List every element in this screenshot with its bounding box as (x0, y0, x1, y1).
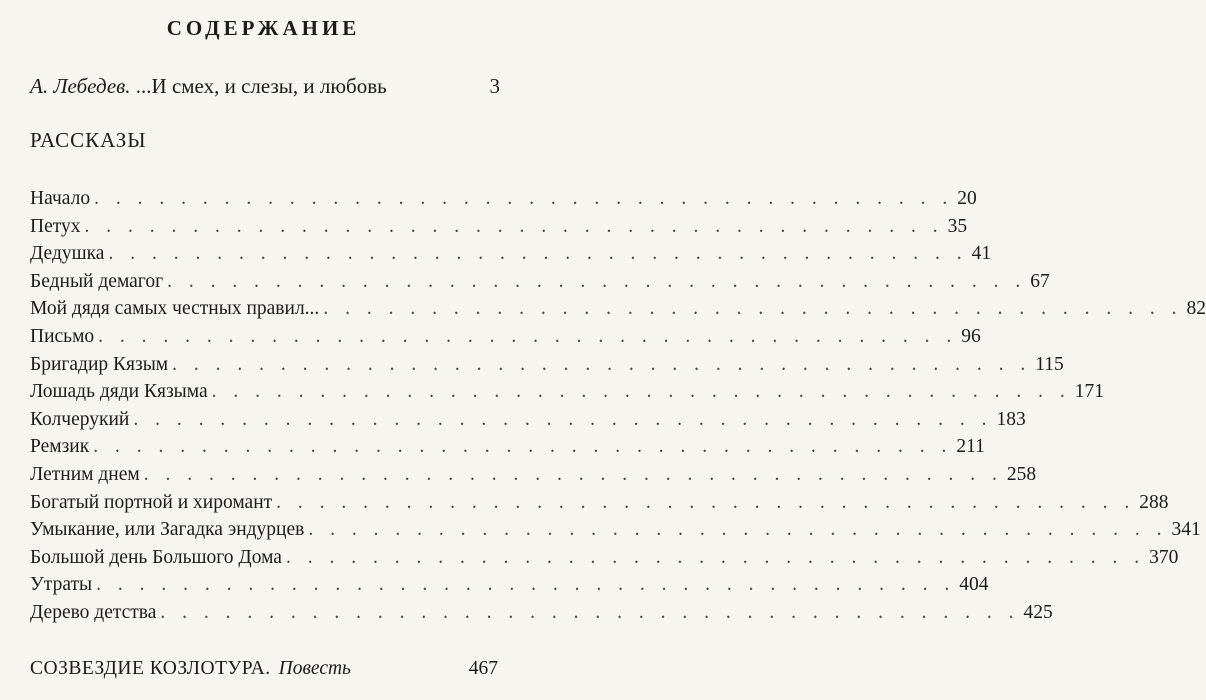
toc-item (30, 433, 985, 461)
final-subtitle: Повесть (278, 658, 351, 679)
toc-item-title: Начало (30, 188, 91, 209)
toc-item (30, 378, 1104, 406)
intro-author: А. Лебедев. (30, 74, 131, 98)
toc-leader-dots: . . . . . . . . . . . . . . . . . . . . . . . . . . . . . . . . . . . . . . . . (308, 519, 1168, 541)
toc-item-page: 82 (1186, 298, 1206, 320)
toc-item (30, 185, 977, 213)
page-title: СОДЕРЖАНИЕ (166, 16, 361, 40)
toc-item-title: Бригадир Кязым (30, 353, 169, 375)
toc-item-page: 258 (1006, 463, 1037, 485)
toc-leader-dots: . . . . . . . . . . . . . . . . . . . . . . . . . . . . . . . . . . . . . . . . (167, 270, 1027, 292)
toc-item-page: 115 (1035, 353, 1064, 375)
toc-item-title: Дерево детства (30, 601, 157, 623)
final-title: СОЗВЕЗДИЕ КОЗЛОТУРА. (30, 658, 271, 679)
toc-item (30, 213, 968, 241)
toc-leader-dots: . . . . . . . . . . . . . . . . . . . . . . . . . . . . . . . . . . . . . . . . (98, 325, 958, 347)
toc-leader-dots: . . . . . . . . . . . . . . . . . . . . . . . . . . . . . . . . . . . . . . . . (285, 546, 1146, 568)
toc-item-page: 41 (971, 243, 992, 265)
toc-leader-dots: . . . . . . . . . . . . . . . . . . . . . . . . . . . . . . . . . . . . . . . . (143, 463, 1003, 485)
toc-item (30, 571, 989, 599)
toc-leader-dots: . . . . . . . . . . . . . . . . . . . . . . . . . . . . . . . . . . . . . . . . (108, 243, 968, 265)
toc-item (30, 240, 992, 268)
toc-item-title: Петух (30, 215, 81, 237)
toc-item-title: Дедушка (30, 243, 105, 265)
toc-item-title: Ремзик (30, 436, 90, 458)
toc-item-title: Бедный демагог (30, 270, 164, 292)
toc-leader-dots: . . . . . . . . . . . . . . . . . . . . . . . . . . . . . . . . . . . . . . . . (276, 491, 1136, 513)
toc-item (30, 544, 1179, 572)
toc-leader-dots: . . . . . . . . . . . . . . . . . . . . . . . . . . . . . . . . . . . . . . . . (96, 574, 956, 596)
intro-title: ...И смех, и слезы, и любовь (135, 74, 387, 98)
toc-item (30, 489, 1169, 517)
toc-item-title: Умыкание, или Загадка эндурцев (30, 519, 305, 541)
toc-item-title: Лошадь дяди Кязыма (30, 381, 208, 403)
toc-item-page: 96 (961, 325, 981, 347)
toc-item (30, 406, 1026, 434)
toc-item-page: 183 (996, 408, 1026, 430)
toc-item-page: 35 (947, 215, 968, 237)
toc-item (30, 461, 1037, 489)
toc-item-page: 370 (1149, 546, 1179, 568)
toc-item-title: Летним днем (30, 463, 140, 485)
toc-leader-dots: . . . . . . . . . . . . . . . . . . . . . . . . . . . . . . . . . . . . . . . . (84, 215, 944, 237)
toc-item-page: 288 (1139, 491, 1169, 513)
toc-item-page: 404 (959, 574, 989, 596)
toc-item-page: 425 (1023, 601, 1053, 623)
toc-item-title: Письмо (30, 325, 95, 347)
toc-leader-dots: . . . . . . . . . . . . . . . . . . . . . . . . . . . . . . . . . . . . . . . . (133, 408, 993, 430)
toc-leader-dots: . . . . . . . . . . . . . . . . . . . . . . . . . . . . . . . . . . . . . . . . (172, 353, 1032, 375)
toc-item (30, 516, 1201, 544)
toc-item (30, 599, 1053, 627)
toc-leader-dots: . . . . . . . . . . . . . . . . . . . . . . . . . . . . . . . . . . . . . . . . (160, 601, 1020, 623)
final-page-number: 467 (468, 658, 498, 679)
toc-item-page: 67 (1030, 270, 1050, 292)
toc-item-title: Большой день Большого Дома (30, 546, 282, 568)
toc-item-title: Мой дядя самых честных правил... (30, 298, 320, 320)
toc-leader-dots: . . . . . . . . . . . . . . . . . . . . . . . . . . . . . . . . . . . . . . . . (211, 381, 1071, 403)
intro-page-number: 3 (489, 74, 500, 98)
toc-item-title: Колчерукий (30, 408, 130, 430)
toc-leader-dots: . . . . . . . . . . . . . . . . . . . . . . . . . . . . . . . . . . . . . . . . (93, 436, 953, 458)
toc-item (30, 295, 1206, 323)
final-entry (30, 658, 498, 680)
toc-leader-dots: . . . . . . . . . . . . . . . . . . . . . . . . . . . . . . . . . . . . . . . . (94, 188, 954, 209)
toc-leader-dots: . . . . . . . . . . . . . . . . . . . . . . . . . . . . . . . . . . . . . . . . (323, 298, 1183, 320)
toc-item-page: 20 (957, 188, 977, 209)
section-heading: РАССКАЗЫ (30, 128, 147, 152)
toc-list (30, 185, 1206, 627)
toc-item (30, 323, 981, 351)
toc-item (30, 351, 1064, 379)
toc-item-page: 341 (1171, 519, 1201, 541)
toc-item-page: 171 (1074, 381, 1104, 403)
toc-item-title: Утраты (30, 574, 93, 596)
intro-entry (30, 74, 500, 99)
toc-item (30, 268, 1050, 296)
toc-item-title: Богатый портной и хиромант (30, 491, 273, 513)
toc-item-page: 211 (956, 436, 985, 458)
